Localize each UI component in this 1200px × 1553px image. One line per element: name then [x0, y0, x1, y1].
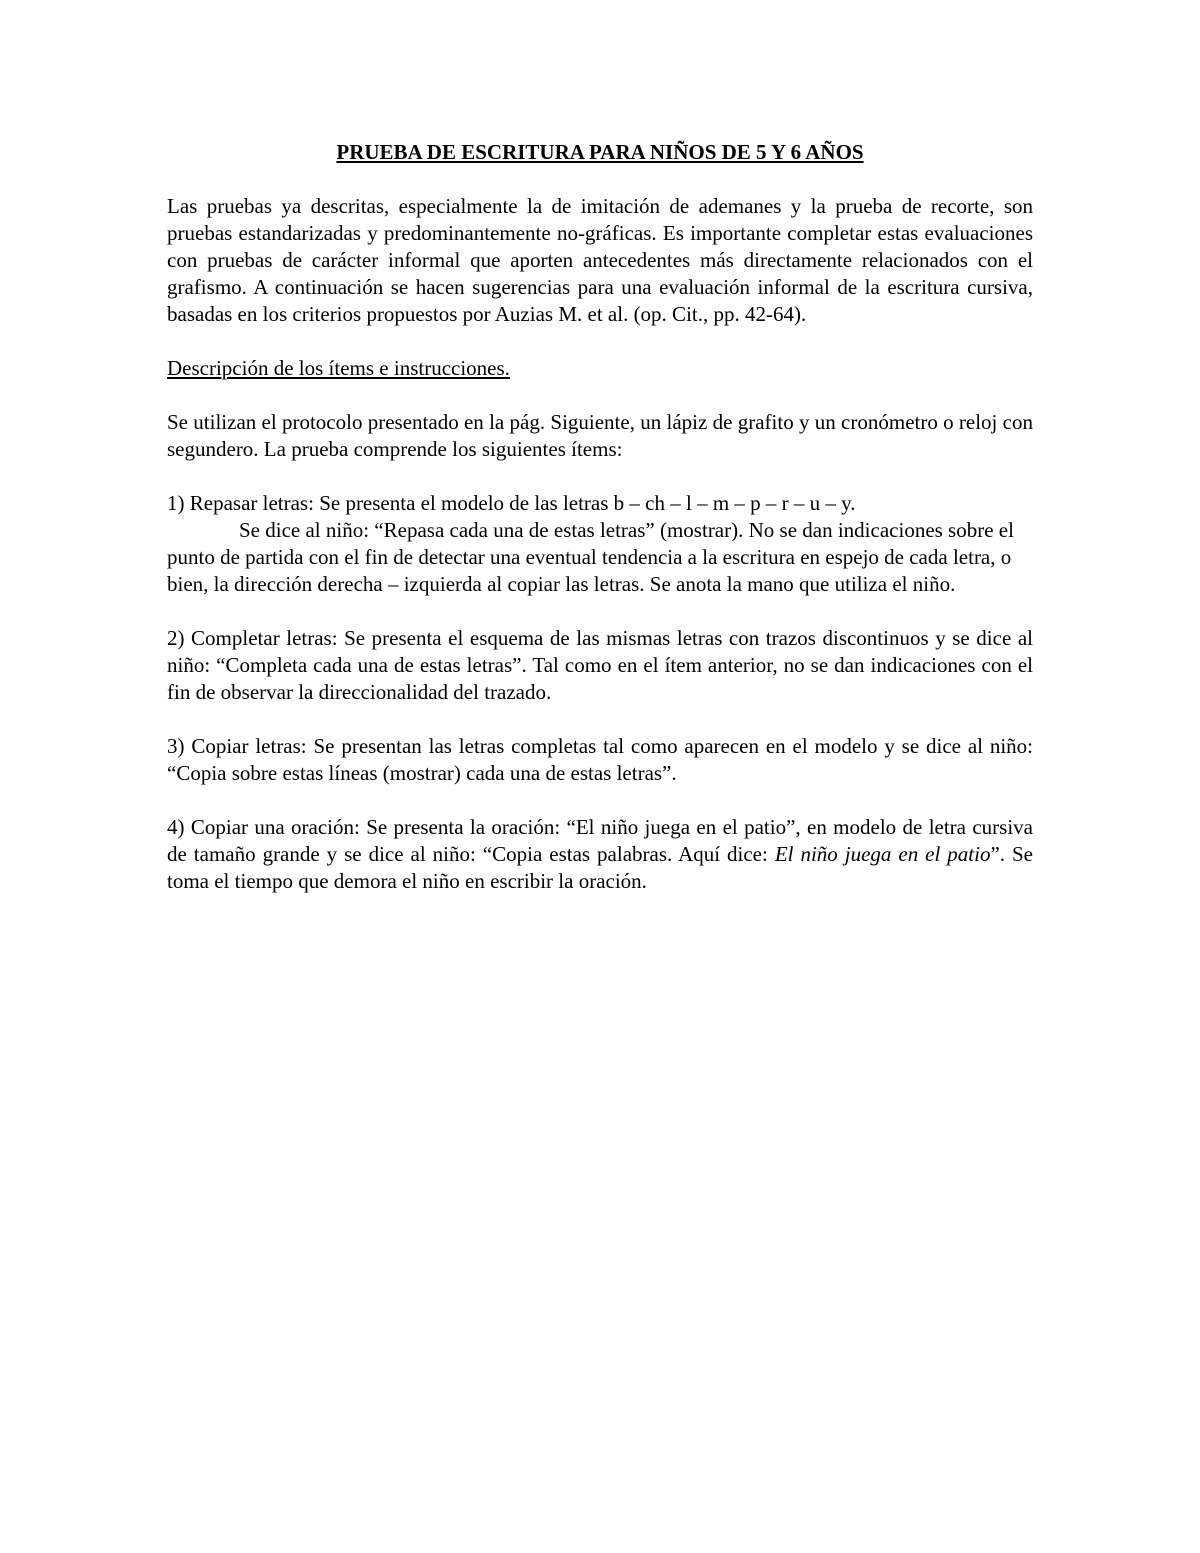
item-4-paragraph — [167, 814, 1033, 895]
intro-paragraph: Las pruebas ya descritas, especialmente la de imitación de ademanes y la prueba de recorte, son pruebas estandarizadas y predominantemente no-gráficas. Es importante completar estas evaluaciones con pruebas de carácter informal que aporten antecedentes más directamente relacionados con el grafismo. A continuación se hacen sugerencias para una evaluación informal de la escritura cursiva, basadas en los criterios propuestos por Auzias M. et al. (op. Cit., pp. 42-64). — [167, 194, 1033, 326]
section-subheading: Descripción de los ítems e instrucciones. — [167, 356, 510, 380]
item-1-body: Se dice al niño: “Repasa cada una de estas letras” (mostrar). No se dan indicaciones sobre el punto de partida con el fin de detectar una eventual tendencia a la escritura en espejo de cada letra, o bien, la dirección derecha – izquierda al copiar las letras. Se anota la mano que utiliza el niño. — [167, 518, 1014, 596]
materials-paragraph: Se utilizan el protocolo presentado en la pág. Siguiente, un lápiz de grafito y un cronómetro o reloj con segundero. La prueba comprende los siguientes ítems: — [167, 410, 1033, 461]
document-body — [167, 139, 1033, 922]
item-4-italic-sentence: El niño juega en el patio — [774, 842, 991, 866]
item-4-text-start: 4) Copiar una oración: Se presenta la oración: “El niño juega en el patio”, en modelo de letra cursiva de tamaño grande y se dice al niño: “Copia estas palabras. Aquí dice: — [167, 815, 1033, 866]
item-4-text-end: ”. Se toma el tiempo que demora el niño en escribir la oración. — [167, 842, 1033, 893]
item-1-paragraph — [167, 490, 1033, 598]
item-3-paragraph: 3) Copiar letras: Se presentan las letras completas tal como aparecen en el modelo y se dice al niño: “Copia sobre estas líneas (mostrar) cada una de estas letras”. — [167, 734, 1033, 785]
item-2-paragraph: 2) Completar letras: Se presenta el esquema de las mismas letras con trazos discontinuos y se dice al niño: “Completa cada una de estas letras”. Tal como en el ítem anterior, no se dan indicaciones con el fin de observar la direccionalidad del trazado. — [167, 626, 1033, 704]
item-1-heading: 1) Repasar letras: Se presenta el modelo de las letras b – ch – l – m – p – r – u – y. — [167, 491, 856, 515]
document-title: PRUEBA DE ESCRITURA PARA NIÑOS DE 5 Y 6 AÑOS — [336, 140, 864, 164]
